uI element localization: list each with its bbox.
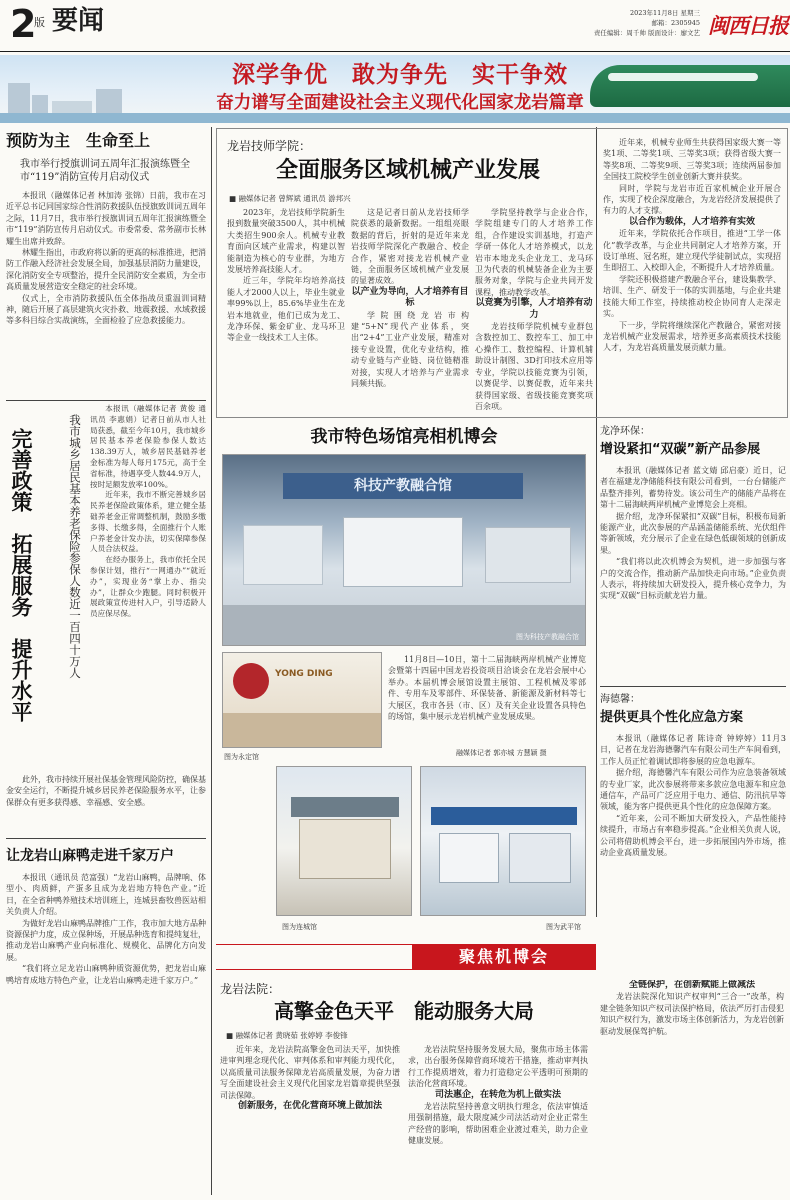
section-divider [6,400,206,401]
article-paragraph: 下一步，学院将继续深化产教融合，紧密对接龙岩机械产业发展需求，培养更多高素质技术技能人才，为龙岩高质量发展贡献力量。 [603,320,781,353]
article-body [6,190,206,392]
header-meta-date: 2023年11月8日 星期三 [629,9,700,17]
article-kicker: 龙净环保： [600,426,650,437]
photo-tech-pavilion [222,454,586,646]
article-paragraph: 近年来，我市不断完善城乡居民养老保险政策体系，建立健全基础养老金正常调整机制，鼓励多缴多得、长缴多得，全面推行个人账户养老金计发办法，切实保障参保人员合法权益。 [90,490,206,554]
photo-booth-graphic [439,833,499,883]
article-paragraph: 11月8日—10日，第十二届海峡两岸机械产业博览会暨第十四届中国龙岩投资项目洽谈会在龙岩会展中心举办。本届机博会展馆设置主展馆、工程机械及零部件、专用车及零部件、环保装备、新能源及新材料等七大展区，我市各县（市、区）及有关企业设置各具特色的场馆，集中展示龙岩机械产业发展成果。 [388,655,586,722]
pavilion-sign: YONG DING [275,669,333,679]
photo-sign-graphic [431,807,577,825]
article-subtitle: 我市城乡居民基本养老保险参保人数近一百四十万人 [68,414,82,679]
article-body [6,872,206,1190]
article-paragraph: 为做好龙岩山麻鸭品牌推广工作，我市加大地方品种资源保护力度，成立保种场，开展品种选育和提纯复壮，推动龙岩山麻鸭产业向标准化、规模化、品牌化方向发展。 [6,918,206,962]
article-body [600,733,786,921]
feature-column-2 [408,1044,588,1192]
article-title: 提供更具个性化应急方案 [600,710,744,725]
page-number: 2 [10,2,37,46]
photo-caption: 图为连城馆 [282,923,317,931]
article-kicker: 海德馨： [600,694,640,705]
feature-byline: ■ 融媒体记者 黄晓茹 张婷婷 李俊锋 [226,1031,348,1040]
feature-court [216,976,788,1196]
photo-booth-graphic [509,833,571,883]
feature-kicker: 龙岩技师学院： [227,139,312,153]
feature-column-3 [600,980,784,1192]
banner-slogan-line1: 深学争优 敢为争先 实干争效 [232,62,568,88]
feature-column-1 [220,1044,400,1192]
photo-wuping-pavilion [420,766,586,916]
article-paragraph: 本报讯（通讯员 范富强）“龙岩山麻鸭，品牌响、体型小、肉质鲜，产蛋多且成为龙岩地方特色产业。”近日，在全省种鸭养殖技术培训班上，连城县畜牧兽医站相关负责人介绍。 [6,873,206,917]
header-meta-email: 邮箱：2305945 [651,19,700,27]
photo-caption: 图为科技产教融合馆 [516,633,579,641]
article-longking [600,422,786,682]
article-title: 增设紧扣“双碳”新产品参展 [600,442,761,457]
header-meta-editor: 责任编辑：周千帅 版面设计：廖文艺 [593,29,700,37]
article-title: 预防为主 生命至上 [6,131,151,150]
feature-column-4 [603,137,781,413]
article-duck [6,842,206,1194]
feature-subhead: 以产业为导向，人才培养有目标 [351,286,469,309]
header-meta [560,8,700,38]
article-paragraph: 近三年，学院年均培养高技能人才2000人以上，毕业生就业率99%以上，85.6%毕业生在龙岩本地就业，他们已成为龙工、龙净环保、紫金矿业、龙马环卫等企业一线技术工人主体。 [227,276,345,343]
article-paragraph: 林耀生指出，市政府将以新的更高的标准推进，把消防工作融入经济社会发展全局，加强基层消防力量建设，深化消防安全专项整治，提升全民消防安全素质，为全市高质量发展营造安全稳定的社会环境。 [6,248,206,292]
article-paragraph: 近年来，学院依托合作项目，推进“工学一体化”教学改革，与企业共同制定人才培养方案，开设订单班、冠名班，建立现代学徒制试点，实现招生即招工、入校即入企，不断提升人才培养质量。 [603,229,781,273]
feature-column-3 [475,207,593,413]
photo-yongding-pavilion [222,652,382,748]
photo-caption: 图为永定馆 [224,753,259,761]
newspaper-masthead: 闽西日报 [708,13,788,38]
photo-roof-graphic [291,797,399,817]
banner-slogan-line2: 奋力谱写全面建设社会主义现代化国家龙岩篇章 [216,93,584,113]
feature-subhead: 以竞赛为引擎，人才培养有动力 [475,298,593,320]
article-paragraph: 本报讯（融媒体记者 蓝文婧 邱启豪）近日，记者在福建龙净储能科技有限公司看到，一台台储能产品整齐排列，蓄势待发。该公司生产的储能产品将在第十二届海峡两岸机械产业博览会上亮相。 [600,466,786,510]
article-paragraph: 学院还积极搭建产教融合平台，建设集教学、培训、生产、研发于一体的实训基地，与企业共建技能大师工作室，持续推动校企协同育人走深走实。 [603,274,781,319]
article-paragraph: 学院围绕龙岩市构建“5+N”现代产业体系，突出“2+4”工业产业发展，精准对接专业设置，优化专业结构，推动专业链与产业链、岗位链精准对接，实现人才培养与产业需求同频共振。 [351,310,469,389]
article-paragraph: 这是记者日前从龙岩技师学院获悉的最新数据。一组组亮眼数据的背后，折射的是近年来龙岩技师学院深化产教融合、校企合作，紧密对接龙岩机械产业链，全面服务区域机械产业发展的显著成效。 [351,208,469,286]
column-divider [211,127,212,1195]
article-paragraph: 此外，我市持续开展社保基金管理风险防控，确保基金安全运行，不断提升城乡居民养老保险服务水平，让参保群众有更多获得感、幸福感、安全感。 [6,775,206,807]
article-paragraph: 2023年，龙岩技师学院新生报到数量突破3500人，其中机械大类招生900余人。机械专业教育面向区域产业需求，构建以智能制造为核心的专业群，为地方发展培养高技能人才。 [227,208,345,275]
article-body-lower [6,774,206,834]
feature-subhead: 司法惠企，在转危为机上做实法 [434,1089,561,1100]
feature-column-2 [351,207,469,413]
article-paragraph: 本报讯（融媒体记者 林加涛 张锦）日前，我市在习近平总书记同国家综合性消防救援队伍授旗致训词五周年之际，11月7日，我市举行授旗训词五周年汇报演练暨全市“119”消防宣传月启动仪式。市委常委、常务副市长林耀生出席并致辞。 [6,191,206,246]
photo-booth-graphic [299,819,391,879]
article-pension [6,404,206,834]
pavilion-sign: 科技产教融合馆 [283,473,523,499]
section-name: 要闻 [52,6,105,36]
feature-byline: ■ 融媒体记者 曾辉斌 通讯员 游邦兴 [229,194,351,203]
feature-subhead: 以合作为载体，人才培养有实效 [628,216,755,227]
article-paragraph: 龙岩法院坚持服务发展大局，聚焦市场主体需求，出台服务保障营商环境若干措施，推动审判执行工作提质增效，着力打造稳定公平透明可预期的法治化营商环境。 [408,1045,588,1089]
article-paragraph: 学院坚持教学与企业合作，学院组建专门的人才培养工作组，合作建设实训基地，打造产学研一体化人才培养模式，以龙岩市本地龙头企业龙工、龙马环卫为代表的机械装备企业为主要服务对象，学院与企业共同开发课程，推动教学改革。 [475,208,593,297]
feature-kicker: 龙岩法院： [220,982,281,996]
article-paragraph: 本报讯（融媒体记者 陈诗奇 钟婷婷）11月3日，记者在龙岩海德馨汽车有限公司生产车间看到，工作人员正忙着调试即将参展的应急电源车。 [600,734,786,766]
article-title: 让龙岩山麻鸭走进千家万户 [6,848,174,864]
article-paragraph: “我们将以此次机博会为契机，进一步加强与客户的交流合作，推动新产品加快走向市场。”企业负责人表示，将持续加大研发投入，提升核心竞争力，为实现“双碳”目标贡献龙岩力量。 [600,557,786,601]
photo-caption: 图为武平馆 [546,923,581,931]
article-body-upper [90,404,206,768]
article-paragraph: “近年来，公司不断加大研发投入，产品性能持续提升，市场占有率稳步提高。”企业相关负责人说，公司将借助机博会平台，进一步拓展国内外市场，推动企业高质量发展。 [600,813,786,858]
article-haidexin [600,690,786,916]
article-body [600,465,786,687]
article-fire-safety [6,128,206,396]
slogan-banner [0,55,790,123]
section-divider [6,838,206,839]
feature-title: 全面服务区域机械产业发展 [275,158,540,183]
feature-title: 高擎金色天平 能动服务大局 [274,999,534,1023]
article-paragraph: 在经办服务上，我市依托全民参保计划，推行“一网通办”“就近办”，实现业务“掌上办、指尖办”，让群众少跑腿。同时积极开展政策宣传进村入户，引导适龄人员应保尽保。 [90,555,206,619]
article-paragraph: 近年来，龙岩法院高擎金色司法天平，加快推进审判理念现代化、审判体系和审判能力现代化，以高质量司法服务保障龙岩高质量发展，为奋力谱写全面建设社会主义现代化国家龙岩篇章提供坚强司法保障。 [220,1045,400,1100]
article-paragraph: 近年来，机械专业师生共获得国家级大赛一等奖1项、二等奖1项、三等奖3项；获得省级大赛一等奖8项、二等奖9项、三等奖3项；连续两届参加全国技工院校学生创业创新大赛并获奖。 [603,138,781,182]
article-title: 完善政策 拓展服务 提升水平 [9,428,33,722]
article-paragraph: 龙岩法院坚持善意文明执行理念，依法审慎适用强制措施，最大限度减少司法活动对企业正常生产经营的影响，帮助困难企业渡过难关，助力企业健康发展。 [408,1102,588,1146]
article-paragraph: 龙岩技师学院机械专业群包含数控加工、数控车工、加工中心操作工、数控编程、计算机辅助设计制图、3D打印技术应用等专业，学院以技能竞赛为引领，以赛促学、以赛促教，近年来共获得国家级、省级技能竞赛奖项百余项。 [475,322,593,411]
feature-expo-venues [216,422,592,942]
photo-booth-graphic [485,527,571,583]
article-paragraph: 龙岩法院深化知识产权审判“三合一”改革，构建全链条知识产权司法保护格局，依法严厉打击侵犯知识产权行为，激发市场主体创新活力，为龙岩创新驱动发展保驾护航。 [600,992,784,1036]
section-divider [600,686,786,687]
photo-logo-graphic [233,663,269,699]
page-header [0,0,790,52]
photo-booth-graphic [343,517,463,587]
photo-floor-graphic [223,713,382,748]
article-subtitle: 我市举行授旗训词五周年汇报演练暨全市“119”消防宣传月启动仪式 [20,159,190,183]
article-paragraph: 本报讯（融媒体记者 黄俊 通讯员 李惠娟）记者日前从市人社局获悉，截至今年10月，我市城乡居民基本养老保险参保人数达138.39万人，城乡居民基础养老金标准为每人每月175元，高于全省标准，待遇享受人数44.9万人，按时足额发放率100%。 [90,404,206,489]
feature-subhead: 全链保护，在创新赋能上做减法 [628,980,755,990]
article-paragraph: “我们将立足龙岩山麻鸭种质资源优势，把龙岩山麻鸭培育成地方特色产业，让龙岩山麻鸭走进千家万户。” [6,964,206,985]
article-paragraph: 据介绍，海德馨汽车有限公司作为应急装备领域的专业厂家，此次参展将带来多款应急电源车和应急通信车，产品可广泛应用于电力、通信、防汛抗旱等领域，能为客户提供更具个性化的应急保障方案。 [600,768,786,812]
focus-bar-rule [216,944,412,970]
photo-byline: 融媒体记者 郭亦城 方慧颖 摄 [456,749,547,757]
article-paragraph: 同时，学院与龙岩市近百家机械企业开展合作，实现了校企深度融合，为龙岩经济发展提供了有力的人才支撑。 [603,183,781,216]
page-number-label: 版 [34,16,45,29]
feature-technical-college [216,128,788,418]
photo-booth-graphic [243,525,323,585]
feature-body [388,654,586,746]
feature-title: 我市特色场馆亮相机博会 [310,427,498,447]
feature-column-1 [227,207,345,413]
article-paragraph: 仪式上，全市消防救援队伍全体指战员重温训词精神，随后开展了高层建筑火灾扑救、地震救援、水域救援等多科目综合实战演练，全面检验了应急救援能力。 [6,293,206,326]
feature-subhead: 创新服务，在优化营商环境上做加法 [237,1101,382,1112]
article-paragraph: 据介绍，龙净环保紧扣“双碳”目标，积极布局新能源产业，此次参展的产品涵盖储能系统、光伏组件等新领域，充分展示了企业在绿色低碳领域的创新成果。 [600,511,786,555]
focus-section-bar: 聚焦机博会 [412,944,596,970]
photo-liancheng-pavilion [276,766,412,916]
